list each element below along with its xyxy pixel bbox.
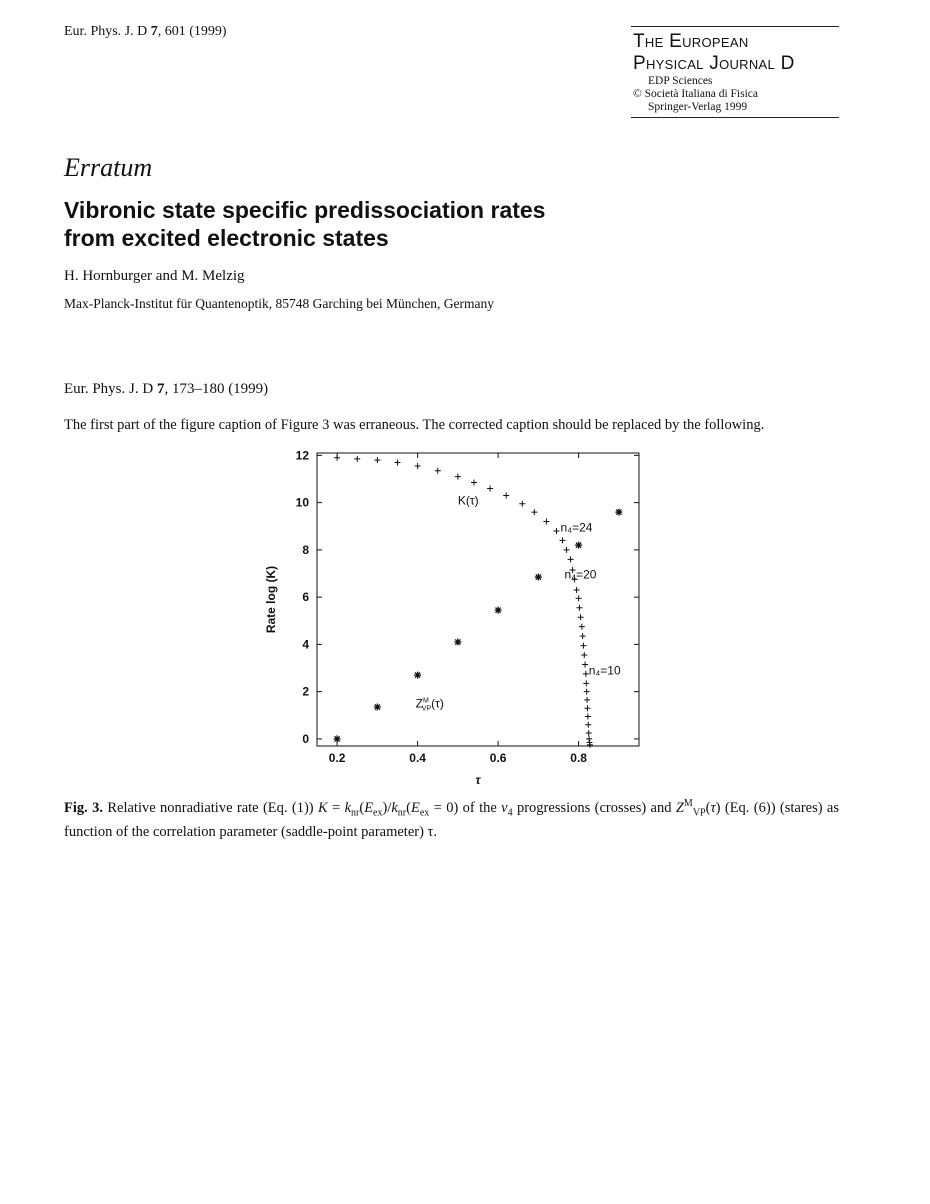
cross-point-34 [585, 722, 591, 728]
cross-point-12 [543, 519, 549, 525]
y-tick-label-2: 4 [302, 637, 309, 652]
cross-point-25 [580, 643, 586, 649]
cross-point-32 [584, 705, 590, 711]
star-point-7 [615, 509, 622, 516]
y-tick-label-1: 2 [302, 684, 309, 699]
star-point-1 [374, 704, 381, 711]
cross-point-22 [578, 614, 584, 620]
journal-name-line2: Physical Journal D [633, 53, 795, 74]
article-type: Erratum [64, 153, 153, 182]
publisher-line1: EDP Sciences [648, 75, 713, 87]
y-axis-label: Rate log (K) [264, 565, 278, 634]
x-tick-label-2: 0.6 [489, 751, 507, 765]
cross-point-29 [583, 680, 589, 686]
cross-point-21 [576, 605, 582, 611]
x-axis-label: τ [475, 773, 481, 785]
cross-point-14 [560, 537, 566, 543]
annotation-2: n₄=20 [564, 567, 597, 582]
cross-point-19 [574, 587, 580, 593]
cross-point-2 [374, 457, 380, 463]
y-tick-label-4: 8 [302, 542, 309, 557]
cross-point-0 [334, 455, 340, 461]
x-tick-label-3: 0.8 [570, 751, 587, 765]
cross-point-15 [564, 547, 570, 553]
star-point-0 [334, 735, 341, 742]
cross-point-20 [576, 595, 582, 601]
figure-3-chart [250, 440, 670, 785]
cross-point-27 [582, 661, 588, 667]
cross-point-9 [503, 493, 509, 499]
cross-point-31 [584, 697, 590, 703]
annotation-0: K(τ) [457, 493, 479, 508]
publisher-line2: © Società Italiana di Fisica [633, 88, 758, 100]
cross-point-35 [586, 730, 592, 736]
star-point-5 [535, 574, 542, 581]
cross-point-30 [584, 689, 590, 695]
cross-point-6 [455, 474, 461, 480]
publisher-line3: Springer-Verlag 1999 [648, 101, 748, 113]
journal-name-line1: The European [633, 31, 749, 52]
affiliation: Max-Planck-Institut für Quantenoptik, 85748 Garching bei München, Germany [64, 296, 495, 311]
cross-point-26 [581, 652, 587, 658]
cross-point-1 [354, 456, 360, 462]
cross-point-11 [531, 509, 537, 515]
cross-point-8 [487, 485, 493, 491]
reference-citation: Eur. Phys. J. D 7, 173–180 (1999) [64, 381, 269, 397]
cross-point-3 [395, 459, 401, 465]
cross-point-33 [585, 713, 591, 719]
intro-paragraph: The first part of the figure caption of Figure 3 was erraneous. The corrected caption should be replaced by the following. [64, 417, 765, 433]
cross-point-10 [519, 501, 525, 507]
header-citation: Eur. Phys. J. D 7, 601 (1999) [64, 24, 227, 39]
cross-point-5 [435, 468, 441, 474]
y-tick-label-3: 6 [302, 590, 309, 605]
article-title [64, 196, 704, 252]
star-point-3 [454, 639, 461, 646]
x-tick-label-0: 0.2 [328, 751, 346, 765]
y-tick-label-5: 10 [295, 495, 309, 510]
cross-point-23 [579, 624, 585, 630]
cross-point-13 [553, 528, 559, 534]
annotation-4: $Z^M$ VP(τ) [415, 696, 444, 713]
x-tick-label-1: 0.4 [409, 751, 426, 765]
cross-point-7 [471, 480, 477, 486]
title-line1: Vibronic state specific predissociation rates [64, 197, 546, 223]
annotation-1: n₄=24 [560, 520, 593, 535]
caption-label: Fig. 3. [64, 799, 103, 816]
cross-point-16 [568, 556, 574, 562]
y-tick-label-6: 12 [295, 448, 309, 463]
authors: H. Hornburger and M. Melzig [64, 268, 245, 284]
journal-masthead [631, 26, 839, 118]
y-tick-label-0: 0 [302, 731, 309, 746]
star-point-2 [414, 672, 421, 679]
cross-point-4 [415, 463, 421, 469]
title-line2: from excited electronic states [64, 225, 389, 251]
cross-point-24 [580, 633, 586, 639]
annotation-3: n₄=10 [588, 663, 621, 678]
star-point-6 [575, 542, 582, 549]
figure-caption: Fig. 3. Relative nonradiative rate (Eq. (1)) $K = k_{nr}(E_{ex})/k_{nr}(E_{ex} = 0)$ of the $\nu_4$ progressions (crosses) and $Z^M_{VP}(\tau)$ (Eq. (6)) (stares) as function of the correlation parameter (saddle-point parameter) τ. [64, 798, 839, 840]
star-point-4 [495, 607, 502, 614]
